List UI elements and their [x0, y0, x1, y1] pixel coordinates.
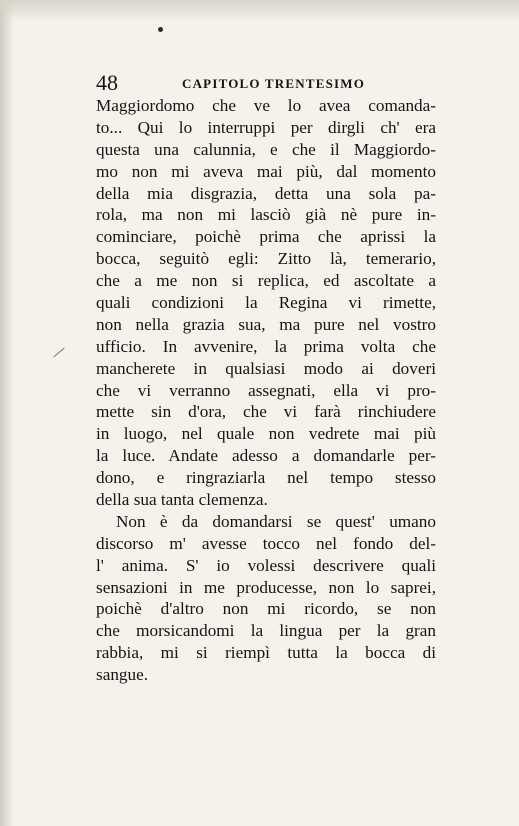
text-line: sensazioni in me producesse, non lo saprei, [96, 577, 436, 597]
text-line: la luce. Andate adesso a domandarle per- [96, 446, 436, 466]
text-line: bocca, seguitò egli: Zitto là, temerario, [96, 249, 436, 269]
text-line: discorso m' avesse tocco nel fondo del- [96, 533, 436, 553]
text-line: questa una calunnia, e che il Maggiordo- [96, 139, 436, 159]
text-line: quali condizioni la Regina vi rimette, [96, 293, 436, 313]
text-line: Non è da domandarsi se quest' umano [116, 511, 436, 531]
text-line: in luogo, nel quale non vedrete mai più [96, 424, 436, 444]
text-line: che a me non si replica, ed ascoltate a [96, 271, 436, 291]
text-line: che vi verranno assegnati, ella vi pro- [96, 380, 436, 400]
text-line: poichè d'altro non mi ricordo, se non [96, 599, 436, 619]
text-line: sangue. [96, 665, 149, 685]
text-line: Maggiordomo che ve lo avea comanda- [96, 96, 436, 115]
page-top-shadow [0, 0, 519, 22]
text-line: rabbia, mi si riempì tutta la bocca di [96, 643, 436, 663]
body-text [96, 95, 436, 686]
text-line: mo non mi aveva mai più, dal momento [96, 161, 436, 181]
page-edge-shadow [0, 0, 14, 826]
text-line: cominciare, poichè prima che aprissi la [96, 227, 436, 247]
margin-mark [53, 348, 64, 358]
text-line: mette sin d'ora, che vi farà rinchiudere [96, 402, 436, 422]
text-line: rola, ma non mi lasciò già nè pure in- [96, 205, 436, 225]
text-line: l' anima. S' io volessi descrivere quali [96, 555, 436, 575]
text-line: to... Qui lo interruppi per dirgli ch' era [96, 117, 436, 137]
page-number: 48 [96, 70, 118, 95]
text-line: che morsicandomi la lingua per la gran [96, 621, 436, 641]
page-header [96, 70, 436, 96]
text-line: mancherete in qualsiasi modo ai doveri [96, 358, 436, 378]
text-line: della sua tanta clemenza. [96, 490, 268, 510]
text-line: della mia disgrazia, detta una sola pa- [96, 183, 436, 203]
running-head: CAPITOLO TRENTESIMO [182, 76, 366, 91]
ink-dot [158, 27, 163, 32]
text-line: non nella grazia sua, ma pure nel vostro [96, 314, 436, 334]
text-line: dono, e ringraziarla nel tempo stesso [96, 468, 436, 488]
text-line: ufficio. In avvenire, la prima volta che [96, 336, 436, 356]
